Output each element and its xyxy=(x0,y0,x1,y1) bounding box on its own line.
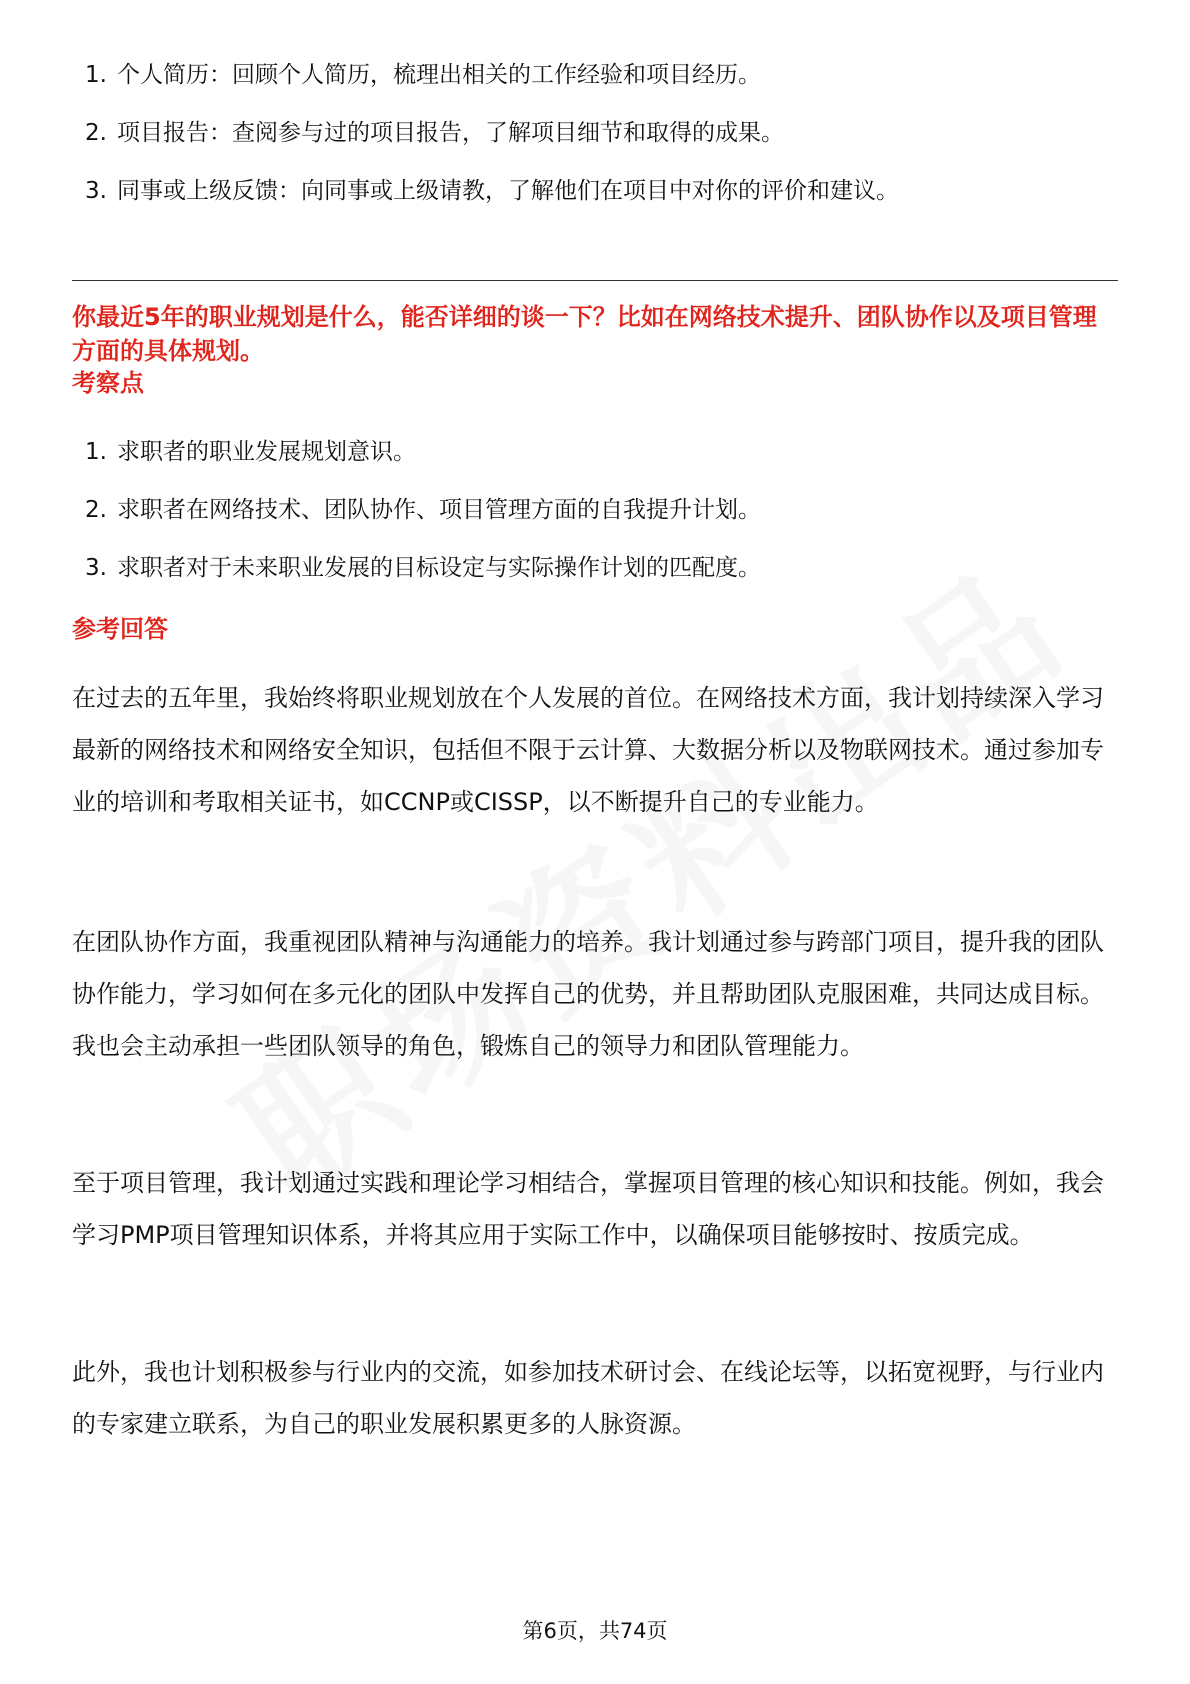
page-number: 第6页，共74页 xyxy=(522,1619,668,1643)
list-item: 3. 求职者对于未来职业发展的目标设定与实际操作计划的匹配度。 xyxy=(85,555,761,581)
list-item: 1. 个人简历：回顾个人简历，梳理出相关的工作经验和项目经历。 xyxy=(85,62,761,88)
watermark xyxy=(189,541,1050,1234)
list-item: 2. 求职者在网络技术、团队协作、项目管理方面的自我提升计划。 xyxy=(85,497,761,523)
answer-paragraph: 至于项目管理，我计划通过实践和理论学习相结合，掌握项目管理的核心知识和技能。例如，我会学习PMP项目管理知识体系，并将其应用于实际工作中，以确保项目能够按时、按质完成。 xyxy=(72,1169,1104,1249)
answer-paragraph: 在过去的五年里，我始终将职业规划放在个人发展的首位。在网络技术方面，我计划持续深入学习最新的网络技术和网络安全知识，包括但不限于云计算、大数据分析以及物联网技术。通过参加专业的培训和考取相关证书，如CCNP或CISSP，以不断提升自己的专业能力。 xyxy=(72,684,1104,816)
focus-list xyxy=(85,423,761,597)
answer-heading: 参考回答 xyxy=(72,615,168,643)
list-item: 2. 项目报告：查阅参与过的项目报告，了解项目细节和取得的成果。 xyxy=(85,120,784,146)
answer-paragraph: 在团队协作方面，我重视团队精神与沟通能力的培养。我计划通过参与跨部门项目，提升我的团队协作能力，学习如何在多元化的团队中发挥自己的优势，并且帮助团队克服困难，共同达成目标。我也会主动承担一些团队领导的角色，锻炼自己的领导力和团队管理能力。 xyxy=(72,928,1104,1060)
list-item: 3. 同事或上级反馈：向同事或上级请教，了解他们在项目中对你的评价和建议。 xyxy=(85,178,899,204)
list-item: 1. 求职者的职业发展规划意识。 xyxy=(85,439,416,465)
section-divider xyxy=(72,280,1118,281)
intro-list xyxy=(85,46,899,220)
answer-paragraph: 此外，我也计划积极参与行业内的交流，如参加技术研讨会、在线论坛等，以拓宽视野，与行业内的专家建立联系，为自己的职业发展积累更多的人脉资源。 xyxy=(72,1358,1104,1438)
focus-heading: 考察点 xyxy=(72,369,144,397)
interview-question: 你最近5年的职业规划是什么，能否详细的谈一下？比如在网络技术提升、团队协作以及项目管理方面的具体规划。 xyxy=(72,303,1097,365)
